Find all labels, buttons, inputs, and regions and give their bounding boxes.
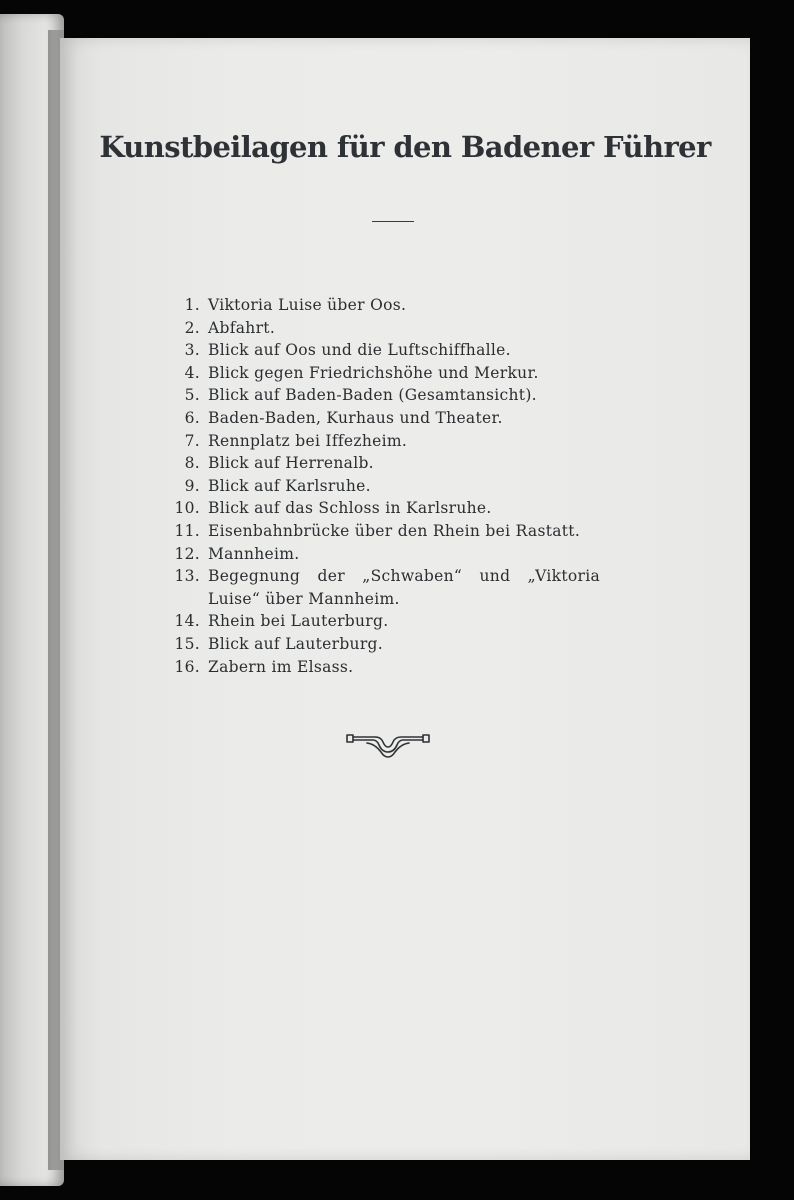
list-item: [160, 633, 660, 656]
list-item: [160, 656, 660, 679]
list-item: [160, 362, 660, 385]
list-item: [160, 475, 660, 498]
list-item-text: Baden-Baden, Kurhaus und Theater.: [208, 408, 503, 427]
list-item: [160, 294, 660, 317]
list-item-text: Blick auf Oos und die Luftschiffhalle.: [208, 341, 511, 360]
list-item-number: 1.: [184, 296, 200, 314]
list-item-text: Rhein bei Lauterburg.: [208, 612, 389, 631]
list-item-number: 5.: [184, 386, 200, 405]
list-item-number: 10.: [174, 499, 200, 518]
list-item: [160, 339, 660, 362]
list-item: [160, 543, 660, 566]
list-item-number: 8.: [184, 454, 200, 473]
list-item-number: 14.: [174, 612, 200, 631]
list-item-text: Blick auf Herrenalb.: [208, 454, 374, 473]
list-item-number: 3.: [184, 341, 200, 360]
list-item: [160, 317, 660, 340]
title-divider: [372, 221, 414, 222]
list-item-text: Blick auf Karlsruhe.: [208, 476, 371, 495]
list-item-text: Rennplatz bei Iffezheim.: [208, 431, 408, 450]
list-item-number: 15.: [174, 634, 200, 653]
list-item: [160, 520, 660, 543]
list-item: [160, 610, 660, 633]
book-page: [60, 38, 750, 1160]
list-item-number: 16.: [174, 657, 200, 676]
list-item-text: Viktoria Luise über Oos.: [208, 296, 407, 314]
decorative-ornament-icon: [345, 730, 431, 760]
list-item-number: 4.: [184, 363, 200, 382]
plates-list: [160, 294, 660, 678]
list-item: [160, 452, 660, 475]
list-item: [160, 565, 660, 610]
page-title: Kunstbeilagen für den Badener Führer: [99, 130, 711, 164]
list-item-number: 9.: [184, 476, 200, 495]
list-item-text: Mannheim.: [208, 544, 300, 563]
list-item-number: 7.: [184, 431, 200, 450]
list-item-text: Zabern im Elsass.: [208, 657, 354, 676]
list-item-text: Begegnung der „Schwaben“ und „Viktoria Luise“ über Mannheim.: [208, 567, 600, 608]
list-item: [160, 430, 660, 453]
list-item-text: Blick gegen Friedrichshöhe und Merkur.: [208, 363, 539, 382]
list-item: [160, 497, 660, 520]
list-item: [160, 407, 660, 430]
list-item-text: Eisenbahnbrücke über den Rhein bei Rastatt.: [208, 521, 581, 540]
list-item-text: Blick auf das Schloss in Karlsruhe.: [208, 499, 492, 518]
list-item-number: 6.: [184, 408, 200, 427]
list-item: [160, 384, 660, 407]
list-item-text: Blick auf Lauterburg.: [208, 634, 383, 653]
list-item-text: Abfahrt.: [208, 318, 276, 337]
list-item-number: 13.: [174, 567, 200, 586]
list-item-text: Blick auf Baden-Baden (Gesamtansicht).: [208, 386, 537, 405]
list-item-number: 2.: [184, 318, 200, 337]
list-item-number: 11.: [174, 521, 200, 540]
list-item-number: 12.: [174, 544, 200, 563]
